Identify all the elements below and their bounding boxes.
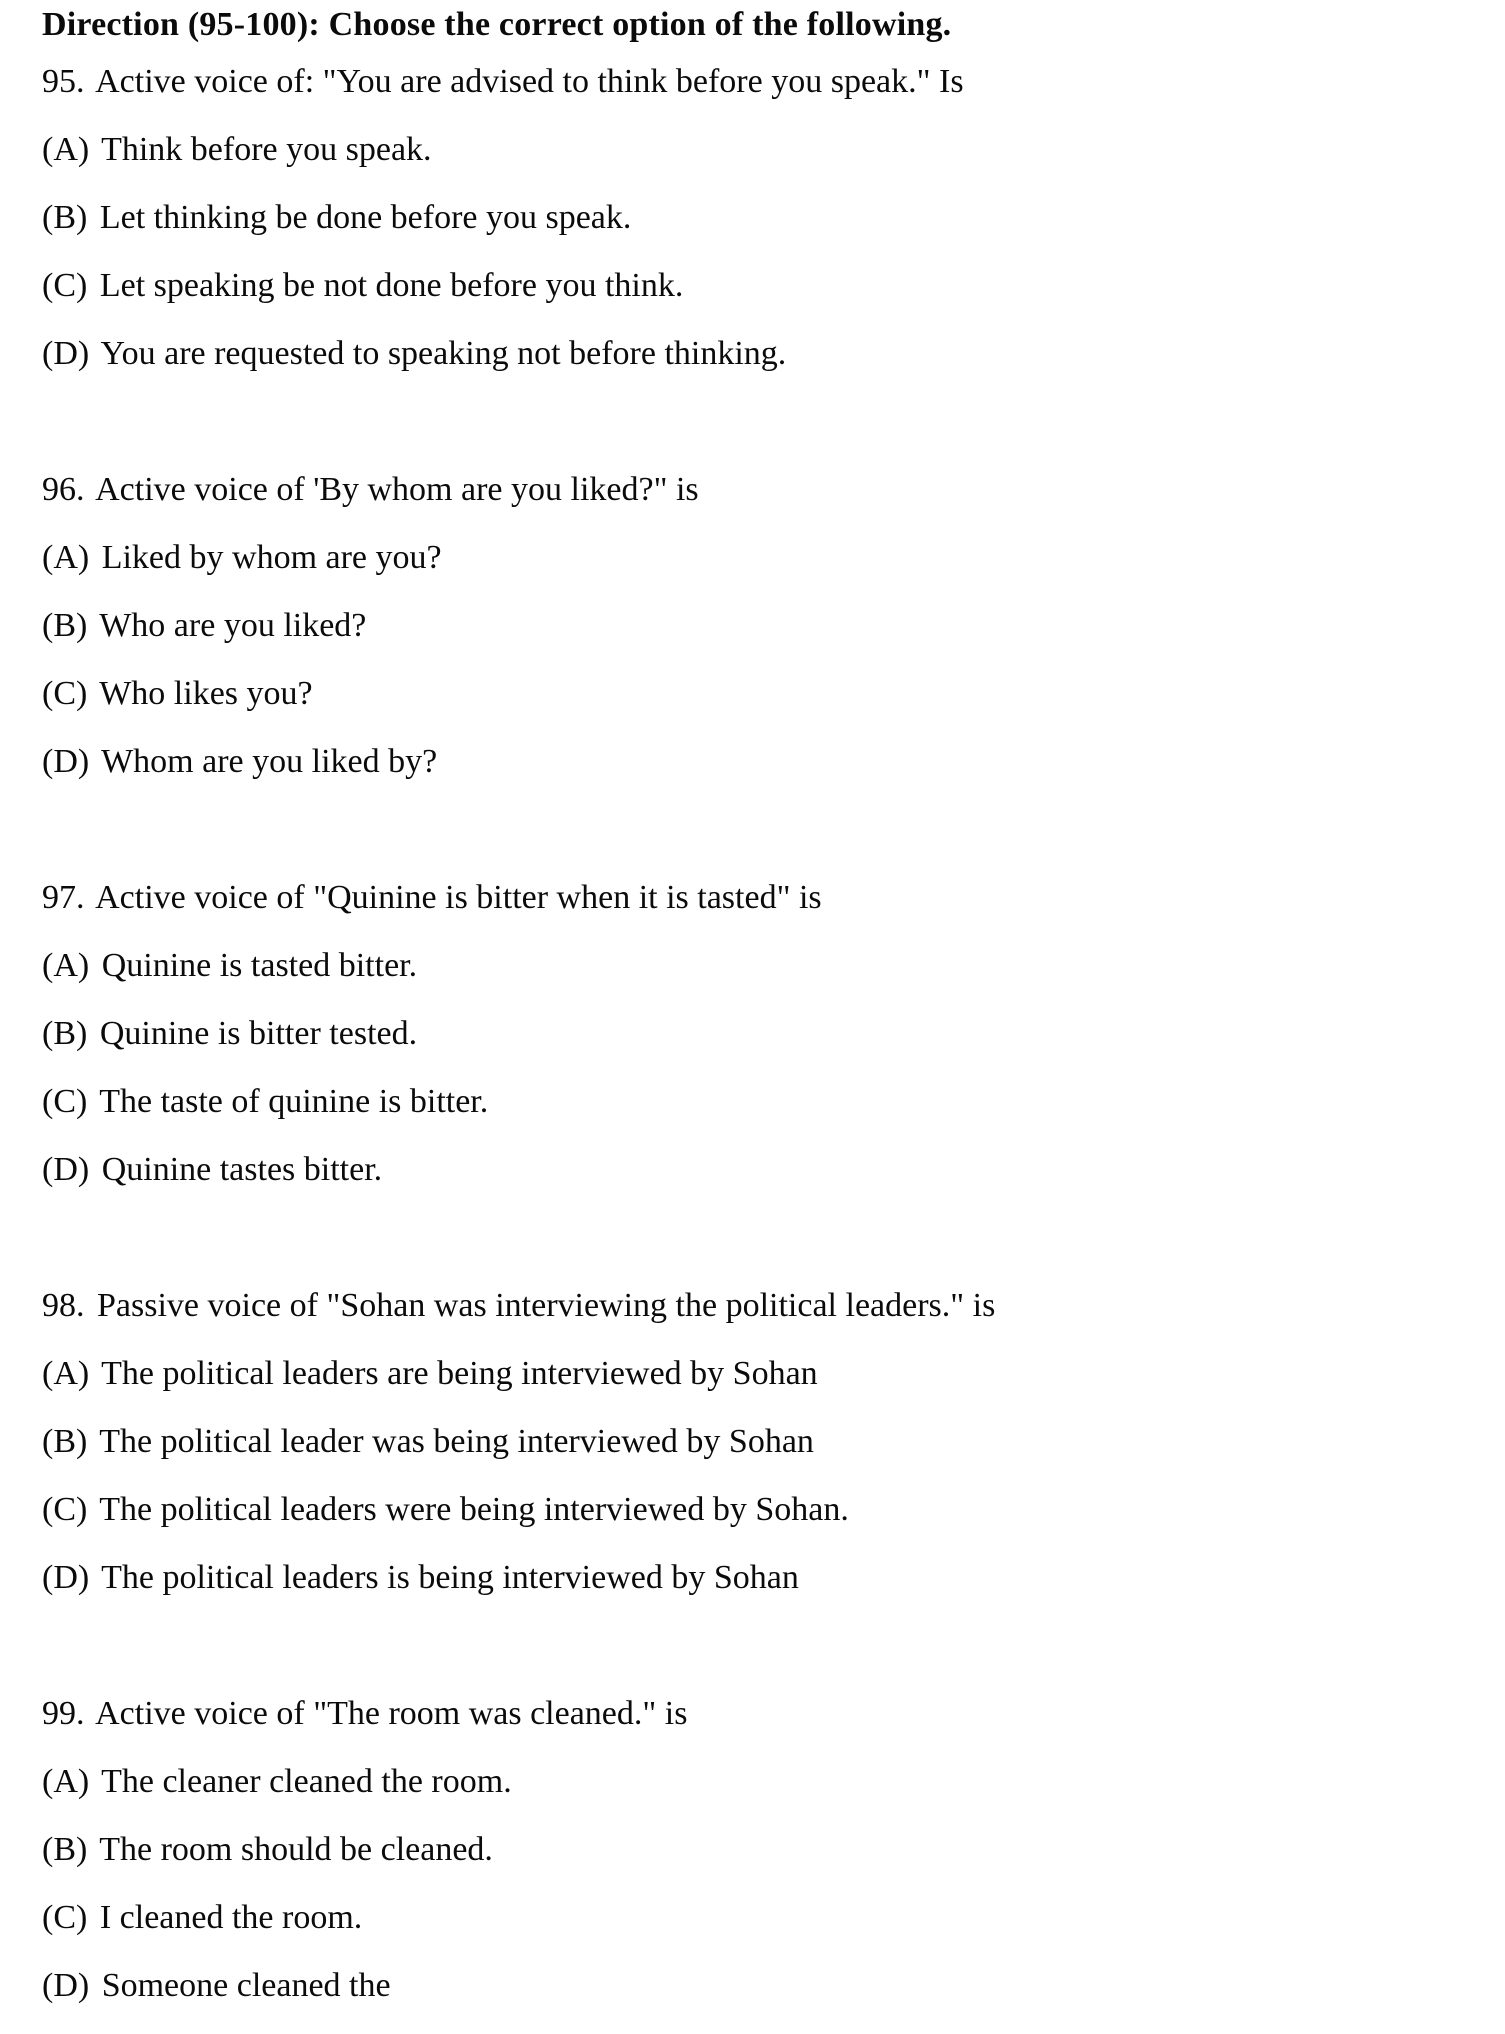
question-block-96	[42, 456, 1475, 796]
option-line	[42, 116, 1475, 184]
question-prompt: Active voice of "The room was cleaned." is	[95, 1695, 688, 1732]
option-text: The political leader was being interviewed by Sohan	[99, 1423, 814, 1460]
option-line	[42, 524, 1475, 592]
question-block-97	[42, 864, 1475, 1204]
option-label: (D)	[42, 335, 90, 372]
option-text: The political leaders is being interviewed by Sohan	[101, 1559, 799, 1596]
option-text: Let speaking be not done before you think.	[99, 267, 684, 304]
question-line	[42, 456, 1475, 524]
option-text: You are requested to speaking not before thinking.	[100, 335, 787, 372]
question-number: 99.	[42, 1695, 85, 1732]
option-line	[42, 1340, 1475, 1408]
option-label: (D)	[42, 1967, 90, 2004]
option-label: (B)	[42, 199, 88, 236]
option-text: Quinine is tasted bitter.	[101, 947, 418, 984]
question-prompt: Active voice of "Quinine is bitter when it is tasted" is	[95, 879, 822, 916]
option-text: The political leaders are being interviewed by Sohan	[101, 1355, 818, 1392]
option-text: The cleaner cleaned the room.	[101, 1763, 512, 1800]
option-label: (D)	[42, 1151, 90, 1188]
option-line	[42, 1884, 1475, 1952]
option-text: The room should be cleaned.	[99, 1831, 493, 1868]
question-number: 97.	[42, 879, 85, 916]
question-line	[42, 1680, 1475, 1748]
question-line	[42, 864, 1475, 932]
question-prompt: Passive voice of "Sohan was interviewing the political leaders." is	[97, 1287, 996, 1324]
option-line	[42, 252, 1475, 320]
option-text: I cleaned the room.	[99, 1899, 363, 1936]
option-label: (C)	[42, 267, 88, 304]
question-block-99	[42, 1680, 1475, 2020]
option-text: Whom are you liked by?	[101, 743, 438, 780]
option-text: Think before you speak.	[101, 131, 432, 168]
question-line	[42, 1272, 1475, 1340]
option-label: (C)	[42, 1899, 88, 1936]
option-line	[42, 1816, 1475, 1884]
option-text: Who are you liked?	[99, 607, 367, 644]
option-label: (B)	[42, 1015, 88, 1052]
option-label: (C)	[42, 1491, 88, 1528]
option-label: (D)	[42, 743, 90, 780]
question-number: 96.	[42, 471, 85, 508]
option-text: Quinine tastes bitter.	[101, 1151, 383, 1188]
option-label: (A)	[42, 947, 90, 984]
option-text: Someone cleaned the	[101, 1967, 391, 2004]
option-label: (A)	[42, 131, 90, 168]
option-line	[42, 728, 1475, 796]
question-number: 95.	[42, 63, 85, 100]
option-line	[42, 320, 1475, 388]
option-text: The political leaders were being interviewed by Sohan.	[99, 1491, 849, 1528]
option-line	[42, 1136, 1475, 1204]
question-prompt: Active voice of 'By whom are you liked?" is	[95, 471, 699, 508]
question-line	[42, 48, 1475, 116]
option-text: Who likes you?	[99, 675, 313, 712]
option-label: (B)	[42, 607, 88, 644]
option-line	[42, 1952, 1475, 2020]
option-line	[42, 1000, 1475, 1068]
option-label: (C)	[42, 675, 88, 712]
question-prompt: Active voice of: "You are advised to think before you speak." Is	[95, 63, 964, 100]
option-label: (A)	[42, 1763, 90, 1800]
question-block-95	[42, 48, 1475, 388]
option-line	[42, 1068, 1475, 1136]
option-text: The taste of quinine is bitter.	[99, 1083, 489, 1120]
option-label: (B)	[42, 1831, 88, 1868]
option-label: (D)	[42, 1559, 90, 1596]
option-text: Liked by whom are you?	[101, 539, 442, 576]
option-line	[42, 1476, 1475, 1544]
option-line	[42, 1544, 1475, 1612]
option-label: (B)	[42, 1423, 88, 1460]
option-label: (A)	[42, 1355, 90, 1392]
option-label: (A)	[42, 539, 90, 576]
option-label: (C)	[42, 1083, 88, 1120]
option-line	[42, 1748, 1475, 1816]
option-line	[42, 1408, 1475, 1476]
option-line	[42, 660, 1475, 728]
question-block-98	[42, 1272, 1475, 1612]
question-number: 98.	[42, 1287, 85, 1324]
option-line	[42, 592, 1475, 660]
option-line	[42, 184, 1475, 252]
option-line	[42, 932, 1475, 1000]
option-text: Let thinking be done before you speak.	[99, 199, 632, 236]
option-text: Quinine is bitter tested.	[99, 1015, 418, 1052]
direction-heading: Direction (95-100): Choose the correct option of the following.	[42, 6, 952, 43]
